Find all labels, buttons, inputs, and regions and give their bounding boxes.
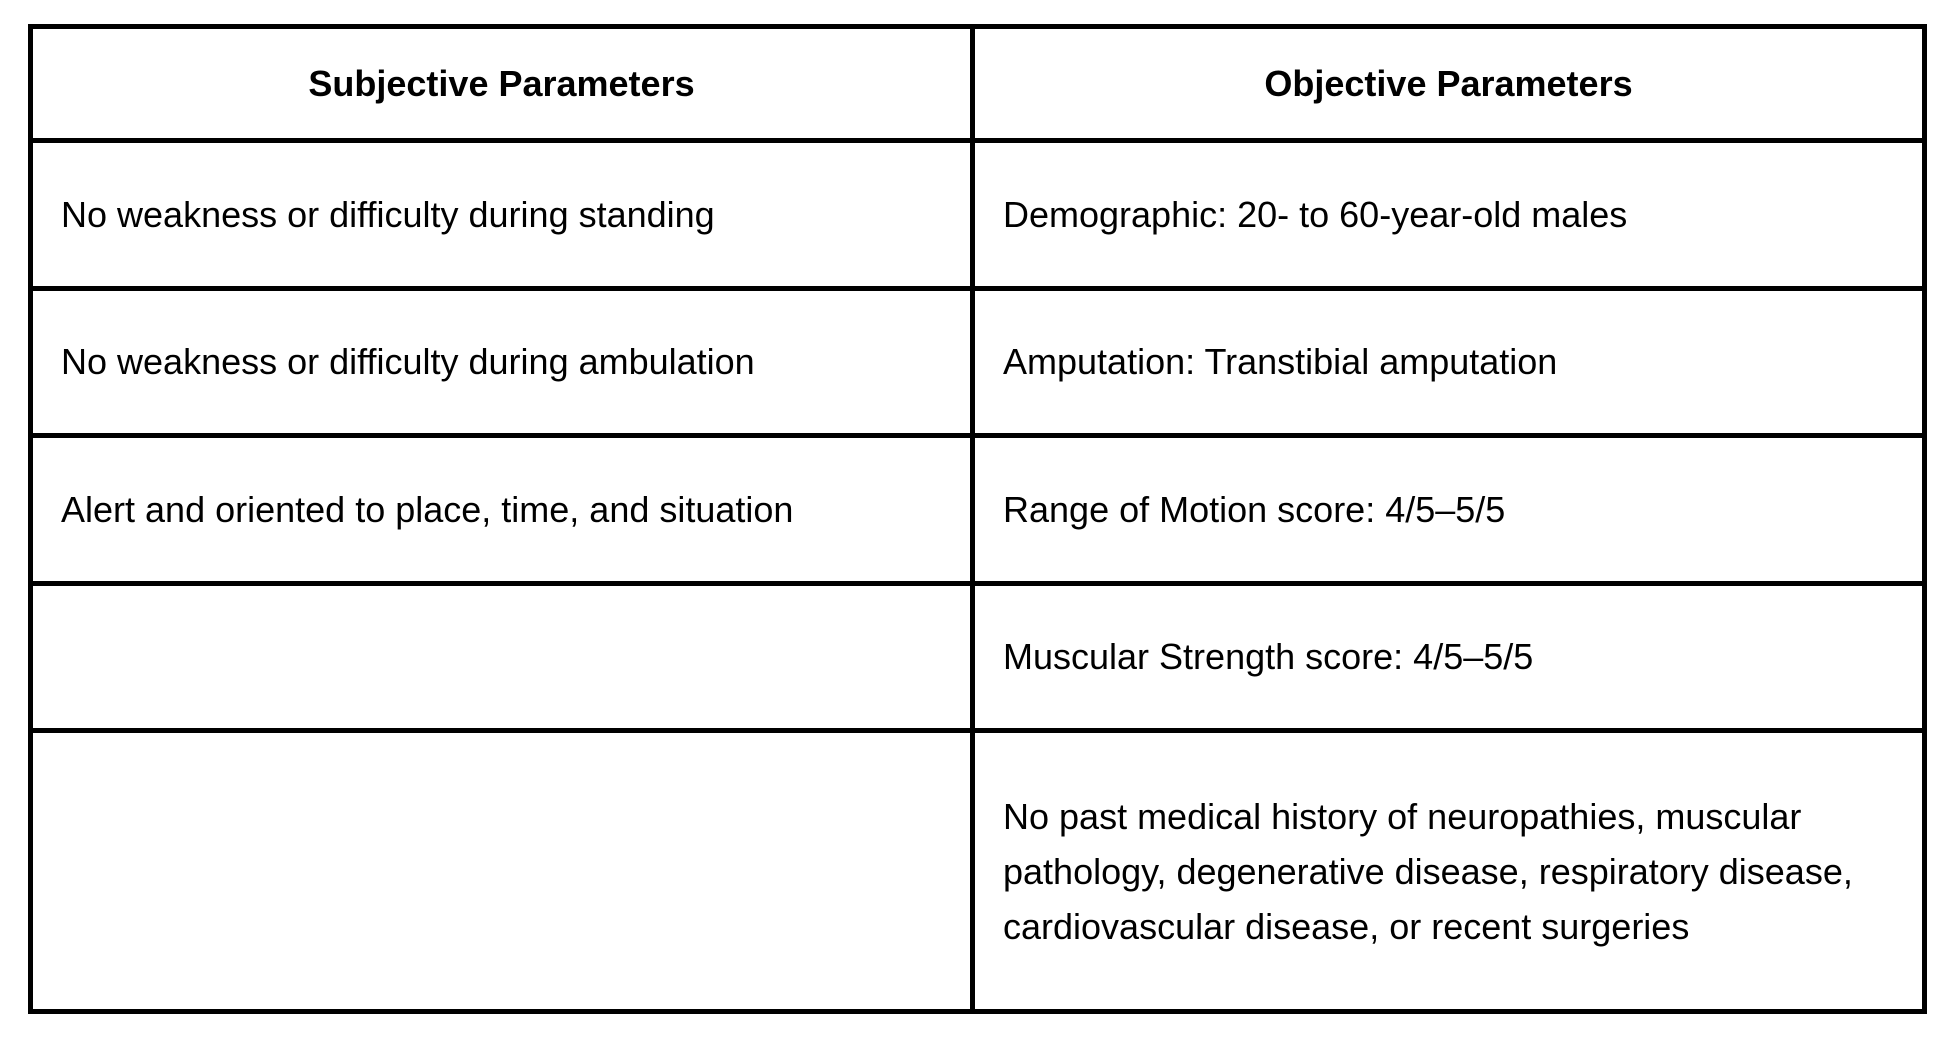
objective-cell: Demographic: 20- to 60-year-old males	[973, 141, 1925, 289]
subjective-cell	[31, 583, 973, 731]
subjective-cell: No weakness or difficulty during ambulation	[31, 288, 973, 436]
header-subjective-parameters: Subjective Parameters	[31, 27, 973, 141]
table-row	[31, 731, 1925, 1012]
table-row	[31, 583, 1925, 731]
header-objective-parameters: Objective Parameters	[973, 27, 1925, 141]
subjective-cell: Alert and oriented to place, time, and situation	[31, 436, 973, 584]
objective-cell: Amputation: Transtibial amputation	[973, 288, 1925, 436]
parameters-table	[28, 24, 1927, 1014]
objective-cell: No past medical history of neuropathies, muscular pathology, degenerative disease, respiratory disease, cardiovascular disease, or recent surgeries	[973, 731, 1925, 1012]
objective-cell: Muscular Strength score: 4/5–5/5	[973, 583, 1925, 731]
table-header-row	[31, 27, 1925, 141]
table-row	[31, 141, 1925, 289]
table-row	[31, 288, 1925, 436]
table-row	[31, 436, 1925, 584]
objective-cell: Range of Motion score: 4/5–5/5	[973, 436, 1925, 584]
subjective-cell	[31, 731, 973, 1012]
subjective-cell: No weakness or difficulty during standing	[31, 141, 973, 289]
